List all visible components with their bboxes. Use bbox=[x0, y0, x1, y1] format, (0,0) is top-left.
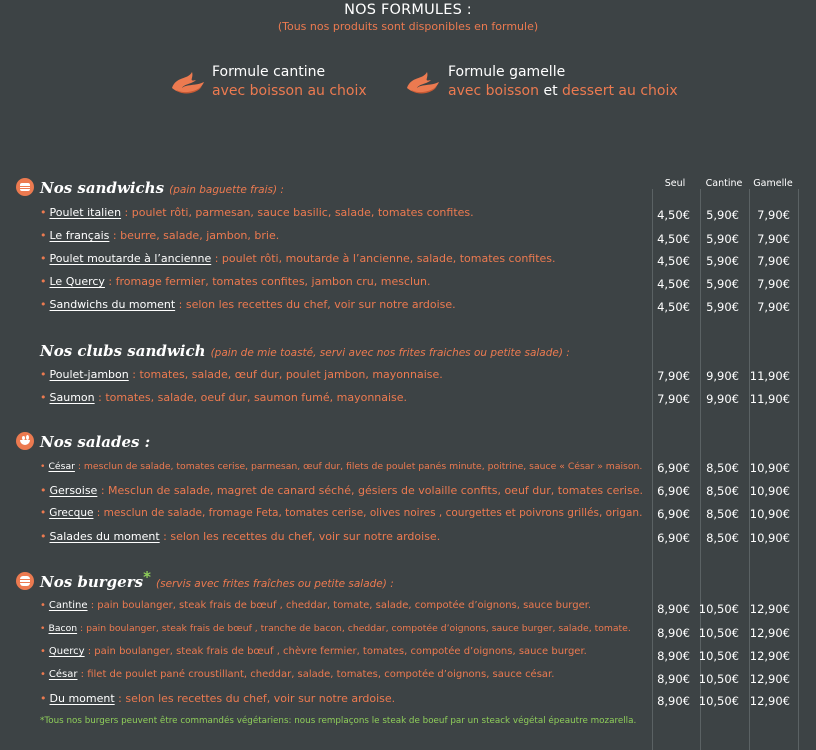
price-gamelle: 12,90€ bbox=[749, 649, 790, 663]
column-header-gamelle: Gamelle bbox=[753, 178, 793, 189]
flame-icon bbox=[405, 66, 441, 98]
price-cantine: 5,90€ bbox=[706, 300, 739, 314]
section-title: Nos salades : bbox=[40, 433, 151, 451]
section-heading-burgers bbox=[40, 568, 394, 591]
section-title: Nos clubs sandwich bbox=[40, 342, 206, 360]
price-seul: 7,90€ bbox=[657, 392, 690, 406]
price-gamelle: 11,90€ bbox=[749, 392, 790, 406]
formula-gamelle bbox=[448, 63, 678, 101]
menu-item: • Le français : beurre, salade, jambon, brie. bbox=[40, 229, 280, 242]
column-header-seul: Seul bbox=[664, 178, 686, 189]
price-seul: 4,50€ bbox=[657, 277, 690, 291]
section-note: (pain baguette frais) : bbox=[169, 184, 284, 196]
price-gamelle: 12,90€ bbox=[749, 602, 790, 616]
burger-icon bbox=[16, 572, 34, 590]
price-cantine: 5,90€ bbox=[706, 254, 739, 268]
menu-item: • Poulet italien : poulet rôti, parmesan, sauce basilic, salade, tomates confites. bbox=[40, 206, 474, 219]
section-heading-clubs bbox=[40, 341, 570, 360]
price-gamelle: 10,90€ bbox=[749, 531, 790, 545]
menu-item: • Cantine : pain boulanger, steak frais de bœuf , cheddar, tomate, salade, compotée d’oignons, sauce burger. bbox=[40, 600, 592, 611]
salad-bowl-icon bbox=[16, 432, 34, 450]
price-cantine: 10,50€ bbox=[698, 649, 739, 663]
price-seul: 6,90€ bbox=[657, 484, 690, 498]
menu-item: • Gersoise : Mesclun de salade, magret de canard séché, gésiers de volaille confits, oeuf dur, tomates cerise. bbox=[40, 484, 643, 497]
price-cantine: 8,50€ bbox=[706, 507, 739, 521]
section-title: Nos sandwichs bbox=[40, 179, 165, 197]
column-divider bbox=[798, 189, 799, 750]
menu-item: • Poulet moutarde à l’ancienne : poulet rôti, moutarde à l’ancienne, salade, tomates confites. bbox=[40, 252, 556, 265]
price-gamelle: 10,90€ bbox=[749, 507, 790, 521]
price-seul: 8,90€ bbox=[657, 649, 690, 663]
menu-item: • Quercy : pain boulanger, steak frais de bœuf , chèvre fermier, tomates, compotée d’oignons, sauce burger. bbox=[40, 646, 587, 657]
price-gamelle: 12,90€ bbox=[749, 694, 790, 708]
menu-item: • Du moment : selon les recettes du chef, voir sur notre ardoise. bbox=[40, 692, 396, 705]
formula-cantine-name: Formule cantine bbox=[212, 64, 326, 80]
price-seul: 4,50€ bbox=[657, 232, 690, 246]
price-cantine: 10,50€ bbox=[698, 694, 739, 708]
formula-gamelle-name: Formule gamelle bbox=[448, 64, 566, 80]
price-cantine: 8,50€ bbox=[706, 461, 739, 475]
price-seul: 8,90€ bbox=[657, 672, 690, 686]
menu-item: • Poulet-jambon : tomates, salade, œuf dur, poulet jambon, mayonnaise. bbox=[40, 368, 443, 381]
price-cantine: 8,50€ bbox=[706, 484, 739, 498]
menu-item: • Sandwichs du moment : selon les recettes du chef, voir sur notre ardoise. bbox=[40, 298, 456, 311]
menu-item: • César : filet de poulet pané croustillant, cheddar, salade, tomates, compotée d’oignons, sauce césar. bbox=[40, 669, 555, 680]
formula-gamelle-detail-b: dessert au choix bbox=[562, 83, 678, 99]
price-gamelle: 7,90€ bbox=[757, 277, 790, 291]
formula-cantine bbox=[212, 63, 367, 101]
price-cantine: 10,50€ bbox=[698, 602, 739, 616]
footnote: *Tous nos burgers peuvent être commandés végétariens: nous remplaçons le steak de boeuf par un steack végétal épeautre mozarella. bbox=[40, 716, 637, 726]
price-gamelle: 7,90€ bbox=[757, 300, 790, 314]
price-gamelle: 10,90€ bbox=[749, 461, 790, 475]
price-seul: 4,50€ bbox=[657, 254, 690, 268]
price-cantine: 5,90€ bbox=[706, 232, 739, 246]
price-cantine: 10,50€ bbox=[698, 626, 739, 640]
price-gamelle: 12,90€ bbox=[749, 626, 790, 640]
section-heading-sandwichs bbox=[40, 178, 284, 197]
price-seul: 8,90€ bbox=[657, 694, 690, 708]
price-cantine: 9,90€ bbox=[706, 392, 739, 406]
price-gamelle: 11,90€ bbox=[749, 369, 790, 383]
price-cantine: 10,50€ bbox=[698, 672, 739, 686]
price-gamelle: 7,90€ bbox=[757, 254, 790, 268]
menu-item: • Bacon : pain boulanger, steak frais de bœuf , tranche de bacon, cheddar, compotée d’oignons, sauce burger, salade, tomate. bbox=[40, 623, 631, 634]
sandwich-icon bbox=[16, 178, 34, 196]
formula-gamelle-and: et bbox=[543, 83, 558, 99]
price-cantine: 8,50€ bbox=[706, 531, 739, 545]
price-cantine: 5,90€ bbox=[706, 277, 739, 291]
menu-item: • Grecque : mesclun de salade, fromage Feta, tomates cerise, olives noires , courgettes et poivrons grillés, origan. bbox=[40, 507, 643, 519]
formula-cantine-detail: avec boisson au choix bbox=[212, 83, 367, 99]
menu-item: • Le Quercy : fromage fermier, tomates confites, jambon cru, mesclun. bbox=[40, 275, 431, 288]
burger-asterisk: * bbox=[143, 568, 151, 586]
price-seul: 8,90€ bbox=[657, 626, 690, 640]
menu-item: • Saumon : tomates, salade, oeuf dur, saumon fumé, mayonnaise. bbox=[40, 391, 408, 404]
price-seul: 4,50€ bbox=[657, 300, 690, 314]
page-title: NOS FORMULES : bbox=[344, 2, 472, 18]
section-note: (servis avec frites fraîches ou petite salade) : bbox=[156, 578, 394, 590]
formula-gamelle-detail-a: avec boisson bbox=[448, 83, 539, 99]
price-seul: 6,90€ bbox=[657, 461, 690, 475]
price-seul: 6,90€ bbox=[657, 507, 690, 521]
menu-item: • Salades du moment : selon les recettes du chef, voir sur notre ardoise. bbox=[40, 530, 441, 543]
section-title: Nos burgers bbox=[40, 573, 144, 591]
price-cantine: 9,90€ bbox=[706, 369, 739, 383]
price-gamelle: 7,90€ bbox=[757, 232, 790, 246]
price-gamelle: 7,90€ bbox=[757, 208, 790, 222]
page-subtitle: (Tous nos produits sont disponibles en formule) bbox=[277, 20, 539, 33]
price-seul: 7,90€ bbox=[657, 369, 690, 383]
flame-icon bbox=[170, 66, 206, 98]
column-header-cantine: Cantine bbox=[705, 178, 743, 189]
menu-item: • César : mesclun de salade, tomates cerise, parmesan, œuf dur, filets de poulet panés minute, poitrine, sauce « César » maison. bbox=[40, 461, 643, 472]
price-seul: 4,50€ bbox=[657, 208, 690, 222]
price-cantine: 5,90€ bbox=[706, 208, 739, 222]
section-note: (pain de mie toasté, servi avec nos frites fraiches ou petite salade) : bbox=[210, 347, 570, 359]
price-gamelle: 10,90€ bbox=[749, 484, 790, 498]
section-heading-salades bbox=[40, 432, 150, 451]
price-seul: 6,90€ bbox=[657, 531, 690, 545]
price-gamelle: 12,90€ bbox=[749, 672, 790, 686]
price-seul: 8,90€ bbox=[657, 602, 690, 616]
